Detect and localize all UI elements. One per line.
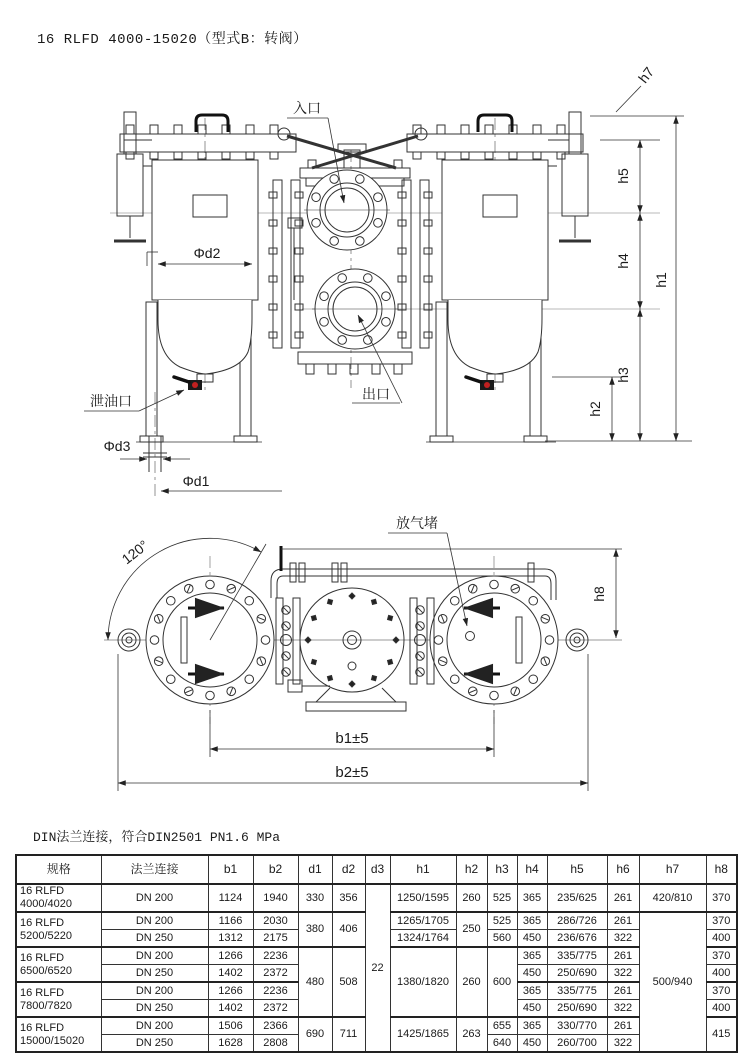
- table-cell: 450: [517, 965, 547, 983]
- drain-valve: [174, 374, 213, 390]
- dim-h3-label: h3: [615, 367, 631, 383]
- table-cell: 1402: [208, 1000, 253, 1018]
- din-connection-note: DIN法兰连接，符合DIN2501 PN1.6 MPa: [33, 830, 281, 845]
- table-cell: 22: [365, 884, 390, 1052]
- flange-bolts: [413, 125, 565, 159]
- table-cell: 322: [607, 930, 639, 948]
- table-cell: 322: [607, 965, 639, 983]
- front-view: [84, 64, 692, 500]
- table-cell: DN 250: [101, 1035, 208, 1053]
- table-cell: 508: [332, 947, 365, 1017]
- table-cell: 2808: [253, 1035, 298, 1053]
- left-bolt-stack: [269, 180, 303, 348]
- table-cell: 1124: [208, 884, 253, 912]
- table-cell: 1312: [208, 930, 253, 948]
- table-cell: 480: [298, 947, 332, 1017]
- filter-bowl: [448, 300, 542, 374]
- table-cell: 261: [607, 1017, 639, 1035]
- table-cell: 420/810: [639, 884, 706, 912]
- table-cell: 2366: [253, 1017, 298, 1035]
- table-cell: 236/676: [547, 930, 607, 948]
- table-cell: 2236: [253, 982, 298, 1000]
- table-cell: 690: [298, 1017, 332, 1052]
- table-cell: 370: [706, 884, 737, 912]
- table-cell: 322: [607, 1035, 639, 1053]
- table-cell: 450: [517, 930, 547, 948]
- vent-label: 放气堵: [396, 515, 438, 531]
- filter-bowl: [158, 300, 252, 374]
- table-cell: 16 RLFD 5200/5220: [16, 912, 101, 947]
- table-cell: 2030: [253, 912, 298, 930]
- table-header-row: [16, 855, 737, 884]
- table-cell: DN 250: [101, 965, 208, 983]
- table-cell: 365: [517, 884, 547, 912]
- table-cell: DN 200: [101, 982, 208, 1000]
- table-cell: 286/726: [547, 912, 607, 930]
- table-cell: 335/775: [547, 982, 607, 1000]
- table-cell: 415: [706, 1017, 737, 1052]
- table-cell: 370: [706, 912, 737, 930]
- dim-b2-label: b2±5: [335, 764, 369, 781]
- level-gauge: [548, 112, 591, 241]
- table-cell: 1266: [208, 947, 253, 965]
- dim-h1-label: h1: [653, 272, 669, 288]
- table-cell: 235/625: [547, 884, 607, 912]
- table-cell: DN 200: [101, 912, 208, 930]
- table-cell: 250/690: [547, 1000, 607, 1018]
- table-cell: 322: [607, 1000, 639, 1018]
- table-cell: 365: [517, 982, 547, 1000]
- table-cell: 400: [706, 965, 737, 983]
- table-cell: 1628: [208, 1035, 253, 1053]
- col-header: h3: [487, 855, 517, 884]
- table-cell: 250/690: [547, 965, 607, 983]
- table-cell: DN 200: [101, 884, 208, 912]
- table-cell: 261: [607, 912, 639, 930]
- col-header: h5: [547, 855, 607, 884]
- side-pipe: [288, 218, 302, 300]
- drain-valve: [466, 374, 503, 390]
- table-cell: 1166: [208, 912, 253, 930]
- table-cell: 1324/1764: [390, 930, 456, 948]
- table-cell: 525: [487, 912, 517, 930]
- level-gauge: [114, 112, 152, 241]
- table-cell: 260/700: [547, 1035, 607, 1053]
- table-cell: 16 RLFD 7800/7820: [16, 982, 101, 1017]
- table-cell: 655: [487, 1017, 517, 1035]
- dim-h7-label: h7: [634, 63, 658, 86]
- table-cell: 356: [332, 884, 365, 912]
- top-left-bolt-stack: [276, 598, 300, 684]
- table-cell: 263: [456, 1017, 487, 1052]
- table-cell: 400: [706, 1000, 737, 1018]
- dim-h5-label: h5: [615, 168, 631, 184]
- table-cell: 2236: [253, 947, 298, 965]
- center-valve-circle: [300, 588, 404, 692]
- table-cell: 330: [298, 884, 332, 912]
- table-cell: 2175: [253, 930, 298, 948]
- valve-handles: [278, 128, 427, 168]
- page-title: 16 RLFD 4000-15020（型式B：转阀）: [37, 32, 308, 48]
- dim-d2-label: Φd2: [193, 245, 221, 261]
- table-cell: 640: [487, 1035, 517, 1053]
- table-cell: DN 200: [101, 1017, 208, 1035]
- col-header: 法兰连接: [101, 855, 208, 884]
- table-cell: 711: [332, 1017, 365, 1052]
- outlet-label: 出口: [362, 386, 390, 402]
- right-filter-housing: [407, 112, 591, 442]
- table-cell: 600: [487, 947, 517, 1017]
- table-cell: 365: [517, 1017, 547, 1035]
- spec-table: [15, 854, 738, 1053]
- angle-label: 120°: [118, 536, 152, 568]
- col-header: h6: [607, 855, 639, 884]
- outlet-port-circle: [312, 269, 398, 349]
- table-cell: 525: [487, 884, 517, 912]
- right-cover-circle: [430, 576, 558, 704]
- table-cell: 370: [706, 947, 737, 965]
- table-cell: 450: [517, 1035, 547, 1053]
- table-cell: 16 RLFD 15000/15020: [16, 1017, 101, 1052]
- table-cell: 335/775: [547, 947, 607, 965]
- table-cell: 560: [487, 930, 517, 948]
- col-header: d2: [332, 855, 365, 884]
- table-cell: 1425/1865: [390, 1017, 456, 1052]
- table-cell: 400: [706, 930, 737, 948]
- col-header: h4: [517, 855, 547, 884]
- top-view: [104, 515, 622, 791]
- dim-h7: [616, 86, 641, 112]
- table-cell: 260: [456, 884, 487, 912]
- dim-d3-label: Φd3: [103, 438, 131, 454]
- col-header: 规格: [16, 855, 101, 884]
- table-cell: 261: [607, 982, 639, 1000]
- table-cell: 2372: [253, 1000, 298, 1018]
- col-header: h8: [706, 855, 737, 884]
- table-cell: 16 RLFD 6500/6520: [16, 947, 101, 982]
- inlet-port-circle: [304, 170, 390, 250]
- table-cell: DN 250: [101, 1000, 208, 1018]
- table-cell: 406: [332, 912, 365, 947]
- table-cell: 1250/1595: [390, 884, 456, 912]
- dim-b1-label: b1±5: [335, 730, 369, 747]
- dim-d1-label: Φd1: [182, 473, 210, 489]
- col-header: b1: [208, 855, 253, 884]
- table-cell: 370: [706, 982, 737, 1000]
- col-header: h1: [390, 855, 456, 884]
- dim-h4-label: h4: [615, 253, 631, 269]
- table-cell: 330/770: [547, 1017, 607, 1035]
- col-header: d1: [298, 855, 332, 884]
- table-cell: 1506: [208, 1017, 253, 1035]
- table-cell: 1402: [208, 965, 253, 983]
- table-cell: 1380/1820: [390, 947, 456, 1017]
- table-cell: 365: [517, 947, 547, 965]
- col-header: b2: [253, 855, 298, 884]
- inlet-label: 入口: [293, 100, 321, 116]
- table-cell: 500/940: [639, 912, 706, 1052]
- table-cell: 261: [607, 947, 639, 965]
- dim-h2-label: h2: [587, 401, 603, 417]
- table-cell: 1940: [253, 884, 298, 912]
- table-cell: 380: [298, 912, 332, 947]
- lift-handle: [196, 115, 228, 132]
- table-cell: DN 250: [101, 930, 208, 948]
- table-cell: 2372: [253, 965, 298, 983]
- changeover-valve: [269, 128, 432, 374]
- table-cell: 1266: [208, 982, 253, 1000]
- col-header: d3: [365, 855, 390, 884]
- table-cell: 260: [456, 947, 487, 1017]
- table-row: [16, 884, 737, 912]
- table-cell: 365: [517, 912, 547, 930]
- table-cell: 261: [607, 884, 639, 912]
- right-bolt-stack: [398, 180, 432, 348]
- table-cell: DN 200: [101, 947, 208, 965]
- col-header: h2: [456, 855, 487, 884]
- dim-h8-label: h8: [591, 586, 607, 602]
- drain-label: 泄油口: [90, 393, 132, 409]
- col-header: h7: [639, 855, 706, 884]
- table-cell: 450: [517, 1000, 547, 1018]
- table-cell: 250: [456, 912, 487, 947]
- table-cell: 16 RLFD 4000/4020: [16, 884, 101, 912]
- table-cell: 1265/1705: [390, 912, 456, 930]
- flange-bolts: [126, 125, 278, 159]
